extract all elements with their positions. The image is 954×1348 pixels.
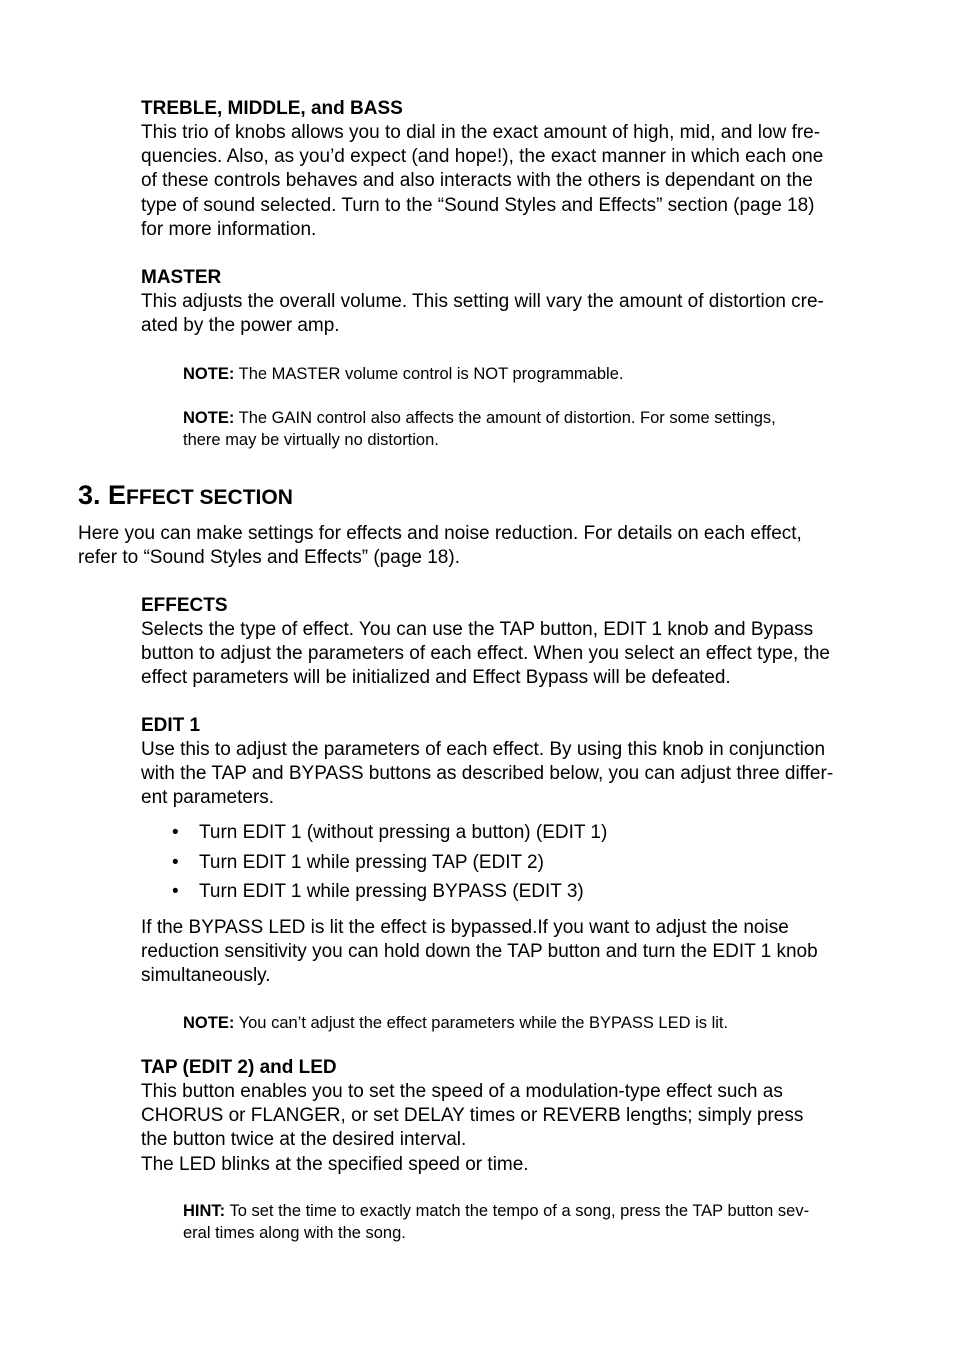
- list-item-text: Turn EDIT 1 while pressing TAP (EDIT 2): [199, 851, 544, 873]
- edit1-after-block: [141, 916, 881, 989]
- note-bypass-line-1: [183, 1012, 883, 1034]
- master-heading: MASTER: [141, 267, 222, 288]
- tap-heading: TAP (EDIT 2) and LED: [141, 1057, 337, 1078]
- treble-heading: TREBLE, MIDDLE, and BASS: [141, 98, 403, 119]
- section-intro-line-1: Here you can make settings for effects and noise reduction. For details on each effect,: [78, 523, 802, 544]
- master-line-2: ated by the power amp.: [141, 315, 340, 337]
- section-number: 3.: [78, 480, 109, 510]
- list-item-text: Turn EDIT 1 while pressing BYPASS (EDIT 3): [199, 881, 584, 902]
- edit1-line-1: Use this to adjust the parameters of each effect. By using this knob in conjunction: [141, 739, 826, 760]
- list-item: [141, 877, 607, 907]
- edit1-line-3: ent parameters.: [141, 787, 275, 809]
- edit1-line-2: with the TAP and BYPASS buttons as described below, you can adjust three differ-: [141, 763, 834, 785]
- effects-line-3: effect parameters will be initialized and Effect Bypass will be defeated.: [141, 667, 731, 689]
- section-title: [78, 478, 293, 515]
- treble-middle-bass-block: [141, 97, 881, 242]
- note-text: The GAIN control also affects the amount of distortion. For some settings,: [238, 409, 776, 427]
- list-item-text: Turn EDIT 1 (without pressing a button) (EDIT 1): [199, 822, 608, 843]
- section-intro-line-2: refer to “Sound Styles and Effects” (page 18).: [78, 547, 460, 569]
- list-item: [141, 818, 607, 848]
- section-intro: [78, 522, 878, 570]
- edit1-after-line-3: simultaneously.: [141, 965, 271, 987]
- hint-label: HINT:: [183, 1202, 226, 1220]
- master-block: [141, 266, 881, 338]
- edit1-after-line-2: reduction sensitivity you can hold down the TAP button and turn the EDIT 1 knob: [141, 941, 818, 963]
- tap-block: [141, 1056, 881, 1177]
- hint-block: [183, 1200, 883, 1244]
- note-master-line-1: [183, 363, 883, 385]
- treble-line-5: for more information.: [141, 218, 317, 240]
- note-label: NOTE:: [183, 1014, 235, 1032]
- section-title-rest: FFECT SECTION: [126, 486, 293, 509]
- effects-block: [141, 594, 881, 691]
- edit1-block: [141, 714, 881, 811]
- note-gain-line-2: there may be virtually no distortion.: [183, 431, 439, 449]
- note-text: You can’t adjust the effect parameters while the BYPASS LED is lit.: [238, 1014, 729, 1032]
- effects-heading: EFFECTS: [141, 595, 228, 616]
- bullet-icon: •: [172, 822, 179, 843]
- note-master: [183, 363, 883, 385]
- effects-line-2: button to adjust the parameters of each effect. When you select an effect type, the: [141, 643, 831, 665]
- list-item: [141, 848, 607, 878]
- treble-line-2: quencies. Also, as you’d expect (and hope!), the exact manner in which each one: [141, 146, 824, 168]
- effects-line-1: Selects the type of effect. You can use the TAP button, EDIT 1 knob and Bypass: [141, 619, 814, 640]
- note-text: The MASTER volume control is NOT programmable.: [238, 365, 624, 383]
- hint-line-2: eral times along with the song.: [183, 1224, 406, 1242]
- note-label: NOTE:: [183, 365, 235, 383]
- note-bypass: [183, 1012, 883, 1034]
- tap-line-1: This button enables you to set the speed of a modulation-type effect such as: [141, 1081, 783, 1102]
- tap-line-3: the button twice at the desired interval.: [141, 1129, 467, 1151]
- bullet-icon: •: [172, 881, 179, 902]
- hint-text: To set the time to exactly match the tempo of a song, press the TAP button sev-: [229, 1202, 810, 1220]
- section-title-initial: E: [108, 480, 127, 510]
- note-gain: [183, 407, 883, 451]
- treble-line-1: This trio of knobs allows you to dial in the exact amount of high, mid, and low fre-: [141, 122, 821, 143]
- master-line-1: This adjusts the overall volume. This setting will vary the amount of distortion cre-: [141, 291, 824, 312]
- edit1-bullet-list: [141, 818, 607, 907]
- edit1-heading: EDIT 1: [141, 715, 201, 736]
- tap-line-2: CHORUS or FLANGER, or set DELAY times or REVERB lengths; simply press: [141, 1105, 804, 1127]
- treble-line-4: type of sound selected. Turn to the “Sound Styles and Effects” section (page 18): [141, 194, 815, 216]
- hint-line-1: [183, 1200, 883, 1222]
- treble-line-3: of these controls behaves and also interacts with the others is dependant on the: [141, 170, 813, 192]
- edit1-after-line-1: If the BYPASS LED is lit the effect is bypassed.If you want to adjust the noise: [141, 917, 789, 938]
- tap-line-4: The LED blinks at the specified speed or time.: [141, 1153, 529, 1175]
- bullet-icon: •: [172, 851, 179, 873]
- note-label: NOTE:: [183, 409, 235, 427]
- note-gain-line-1: [183, 407, 883, 429]
